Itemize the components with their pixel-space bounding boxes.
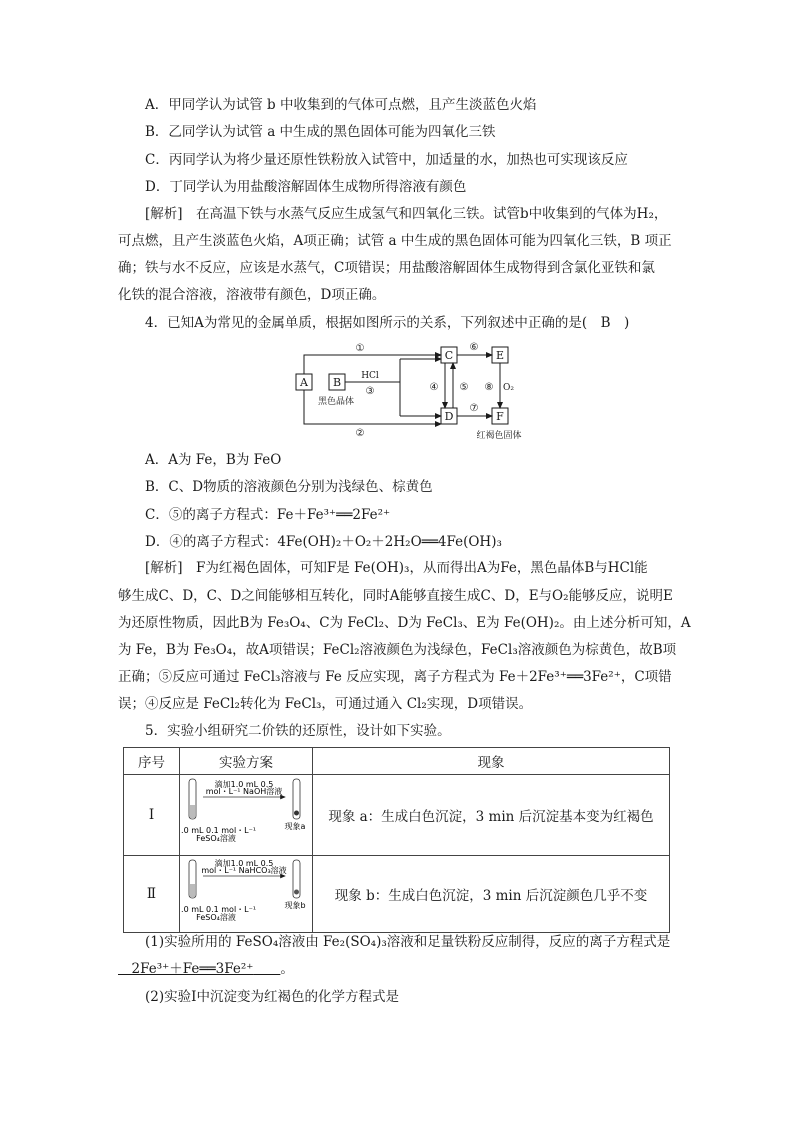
tube-label-1: 1.0 mL 0.1 mol・L⁻¹ xyxy=(181,905,257,914)
question-5-stem: 5．实验小组研究二价铁的还原性，设计如下实验。 xyxy=(145,723,451,739)
analysis-3-line-1: [解析] 在高温下铁与水蒸气反应生成氢气和四氧化三铁。试管b中收集到的气体为H₂， xyxy=(145,206,668,222)
apparatus-figure-1 xyxy=(181,775,311,851)
question-5-1-answer-line xyxy=(118,959,294,979)
option-3b: B．乙同学认为试管 a 中生成的黑色固体可能为四氧化三铁 xyxy=(145,124,496,140)
analysis-4-line-1: [解析] F为红褐色固体，可知F是 Fe(OH)₃，从而得出A为Fe，黑色晶体B与HCl能 xyxy=(145,560,648,576)
label-step-1: ① xyxy=(355,343,365,354)
option-4b: B．C、D物质的溶液颜色分别为浅绿色、棕黄色 xyxy=(145,479,433,495)
option-3a: A．甲同学认为试管 b 中收集到的气体可点燃，且产生淡蓝色火焰 xyxy=(145,97,537,113)
tube-result-label: 现象a xyxy=(284,822,306,831)
row-id: Ⅰ xyxy=(124,775,180,856)
phenomenon-1: 现象 a：生成白色沉淀，3 min 后沉淀基本变为红褐色 xyxy=(313,775,670,856)
label-step-2: ② xyxy=(355,428,365,439)
analysis-4-line-2: 够生成C、D，C、D之间能够相互转化，同时A能够直接生成C、D，E与O₂能够反应，说明E xyxy=(118,588,673,604)
tube-label-1: 1.0 mL 0.1 mol・L⁻¹ xyxy=(181,826,257,835)
reagent-line-1: 滴加1.0 mL 0.5 xyxy=(214,780,274,789)
phenomenon-2: 现象 b：生成白色沉淀，3 min 后沉淀颜色几乎不变 xyxy=(313,856,670,933)
answer-5-1-end: 。 xyxy=(280,961,294,977)
label-step-4: ④ xyxy=(429,382,439,393)
apparatus-figure-2 xyxy=(181,856,311,928)
analysis-3-line-3: 确；铁与水不反应，应该是水蒸气，C项错误；用盐酸溶解固体生成物得到含氯化亚铁和氯 xyxy=(118,260,655,276)
table-header-row xyxy=(124,748,670,775)
question-5-2: (2)实验Ⅰ中沉淀变为红褐色的化学方程式是 xyxy=(145,989,399,1005)
reaction-flow-diagram xyxy=(294,338,534,442)
label-e: E xyxy=(495,349,505,362)
solution-left xyxy=(190,884,195,897)
label-black-crystal: 黑色晶体 xyxy=(317,397,355,407)
label-c: C xyxy=(444,349,454,362)
option-4a: A．A为 Fe，B为 FeO xyxy=(145,452,282,468)
option-4c: C．⑤的离子方程式：Fe＋Fe³⁺══2Fe²⁺ xyxy=(145,507,391,523)
experiment-setup-1 xyxy=(180,775,313,856)
precipitate-right xyxy=(294,890,299,895)
reagent-line-2: mol・L⁻¹ NaOH溶液 xyxy=(205,787,283,796)
label-a: A xyxy=(300,376,308,389)
option-3c: C．丙同学认为将少量还原性铁粉放入试管中，加适量的水，加热也可实现该反应 xyxy=(145,152,628,168)
question-4-stem: 4．已知A为常见的金属单质，根据如图所示的关系，下列叙述中正确的是( B ) xyxy=(145,315,630,331)
analysis-3-line-2: 可点燃，且产生淡蓝色火焰，A项正确；试管 a 中生成的黑色固体可能为四氧化三铁，B 项正 xyxy=(118,233,672,249)
label-f: F xyxy=(496,410,504,423)
analysis-4-line-6: 误；④反应是 FeCl₂转化为 FeCl₃，可通过通入 Cl₂实现，D项错误。 xyxy=(118,696,533,712)
analysis-4-line-4: 为 Fe，B为 Fe₃O₄，故A项错误；FeCl₂溶液颜色为浅绿色，FeCl₃溶液颜色为棕黄色，故B项 xyxy=(118,642,677,658)
tube-label-2: FeSO₄溶液 xyxy=(196,834,236,843)
precipitate-right xyxy=(294,811,299,816)
header-plan: 实验方案 xyxy=(180,748,313,775)
reagent-line-2: mol・L⁻¹ NaHCO₃溶液 xyxy=(201,866,287,875)
tube-result-label: 现象b xyxy=(284,901,306,910)
option-3d: D．丁同学认为用盐酸溶解固体生成物所得溶液有颜色 xyxy=(145,179,467,195)
label-step-3: ③ xyxy=(365,386,375,397)
experiment-setup-2 xyxy=(180,856,313,933)
label-step-5: ⑤ xyxy=(459,382,469,393)
option-4d: D．④的离子方程式：4Fe(OH)₂＋O₂＋2H₂O══4Fe(OH)₃ xyxy=(145,534,502,550)
experiment-table xyxy=(123,747,670,933)
analysis-4-line-5: 正确；⑤反应可通过 FeCl₃溶液与 Fe 反应实现，离子方程式为 Fe＋2Fe³⁺══3Fe²⁺，C项错 xyxy=(118,669,672,685)
label-step-8: ⑧ xyxy=(484,382,494,393)
row-id: Ⅱ xyxy=(124,856,180,933)
solution-left xyxy=(190,805,195,818)
label-hcl: HCl xyxy=(361,371,379,381)
table-row xyxy=(124,856,670,933)
answer-5-1: 2Fe³⁺＋Fe══3Fe²⁺ xyxy=(131,961,254,977)
question-5-1: (1)实验所用的 FeSO₄溶液由 Fe₂(SO₄)₃溶液和足量铁粉反应制得，反应的离子方程式是 xyxy=(145,934,671,950)
header-phenomenon: 现象 xyxy=(313,748,670,775)
reagent-line-1: 滴加1.0 mL 0.5 xyxy=(214,859,274,868)
label-step-6: ⑥ xyxy=(469,342,479,353)
header-id: 序号 xyxy=(124,748,180,775)
label-red-brown-solid: 红褐色固体 xyxy=(476,431,522,441)
label-o2: O₂ xyxy=(503,383,514,393)
table-row xyxy=(124,775,670,856)
label-d: D xyxy=(444,410,454,423)
analysis-3-line-4: 化铁的混合溶液，溶液带有颜色，D项正确。 xyxy=(118,287,386,303)
analysis-4-line-3: 为还原性物质，因此B为 Fe₃O₄、C为 FeCl₂、D为 FeCl₃、E为 Fe(OH)₂。由上述分析可知，A xyxy=(118,615,691,631)
label-step-7: ⑦ xyxy=(469,403,479,414)
label-b: B xyxy=(332,376,342,389)
tube-label-2: FeSO₄溶液 xyxy=(196,913,236,922)
